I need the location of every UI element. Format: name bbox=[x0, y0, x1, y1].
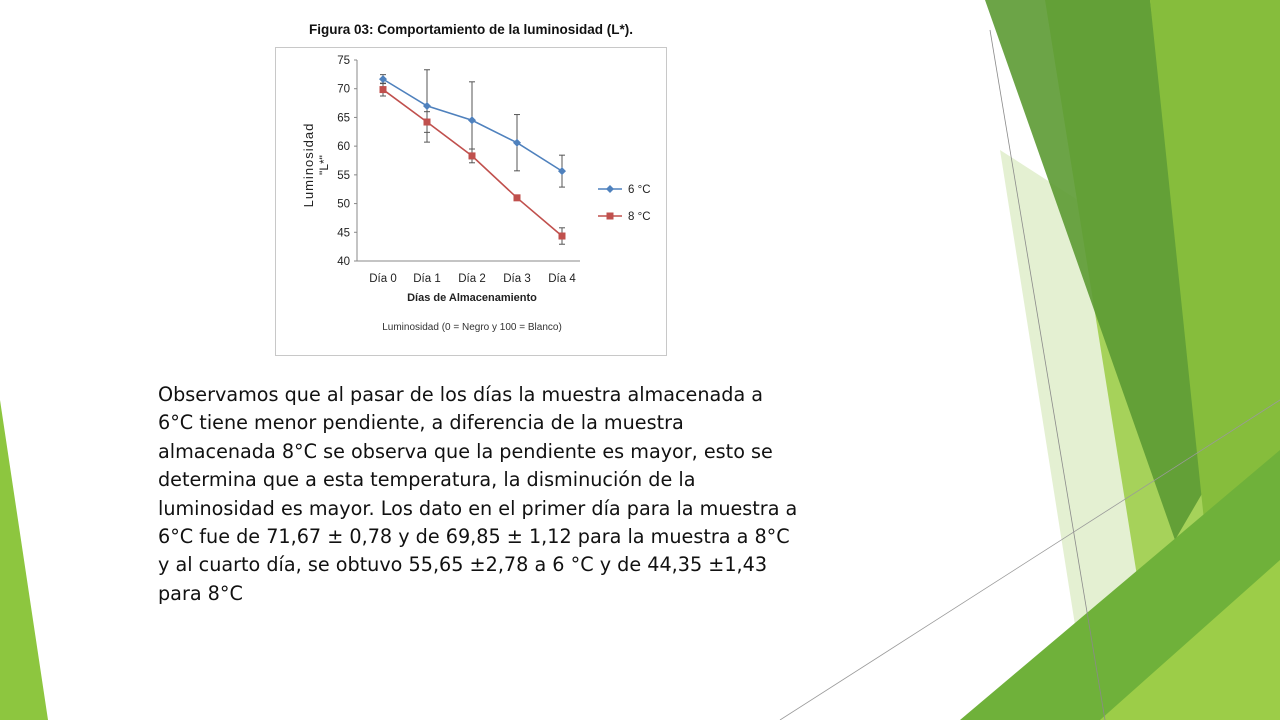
body-paragraph: Observamos que al pasar de los días la muestra almacenada a 6°C tiene menor pendiente, a diferencia de la muestra almacenada 8°C se observa que la pendiente es mayor, esto se determina que a esta temperatura, la disminución de la luminosidad es mayor. Los dato en el primer día para la muestra a 6°C fue de 71,67 ± 0,78 y de 69,85 ± 1,12 para la muestra a 8°C y al cuarto día, se obtuvo 55,65 ±2,78 a 6 °C y de 44,35 ±1,43 para 8°C bbox=[158, 383, 798, 605]
y-tick-label: 45 bbox=[337, 227, 350, 240]
legend-label: 6 °C bbox=[628, 184, 651, 196]
data-point bbox=[379, 75, 387, 83]
data-point bbox=[558, 167, 566, 175]
x-tick-label: Día 2 bbox=[458, 273, 486, 285]
data-point bbox=[514, 194, 521, 201]
chart-legend bbox=[598, 184, 651, 223]
data-point bbox=[380, 86, 387, 93]
y-tick-label: 40 bbox=[337, 256, 350, 268]
y-tick-label: 50 bbox=[337, 198, 350, 211]
data-point bbox=[424, 119, 431, 126]
y-tick-labels bbox=[337, 55, 357, 268]
data-point bbox=[513, 139, 521, 147]
legend-marker bbox=[607, 213, 614, 220]
x-axis-title: Días de Almacenamiento bbox=[407, 292, 537, 304]
y-axis-title: Luminosidad bbox=[301, 122, 316, 208]
data-point bbox=[423, 102, 431, 110]
x-tick-label: Día 0 bbox=[369, 273, 397, 285]
y-tick-label: 65 bbox=[337, 112, 350, 125]
series-layer bbox=[379, 70, 566, 244]
chart-note: Luminosidad (0 = Negro y 100 = Blanco) bbox=[382, 322, 562, 333]
y-tick-label: 75 bbox=[337, 55, 350, 67]
y-tick-label: 55 bbox=[337, 169, 350, 182]
x-tick-label: Día 3 bbox=[503, 273, 531, 285]
y-tick-label: 70 bbox=[337, 83, 350, 96]
legend-marker bbox=[606, 185, 614, 193]
data-point bbox=[559, 233, 566, 240]
y-axis-subtitle: "L*" bbox=[317, 155, 331, 175]
data-point bbox=[469, 152, 476, 159]
figure-title: Figura 03: Comportamiento de la luminosidad (L*). bbox=[308, 22, 634, 37]
x-tick-label: Día 1 bbox=[413, 273, 441, 285]
data-point bbox=[468, 116, 476, 124]
y-tick-label: 60 bbox=[337, 141, 350, 154]
x-tick-labels bbox=[369, 273, 576, 285]
x-tick-label: Día 4 bbox=[548, 273, 576, 285]
legend-label: 8 °C bbox=[628, 211, 651, 223]
